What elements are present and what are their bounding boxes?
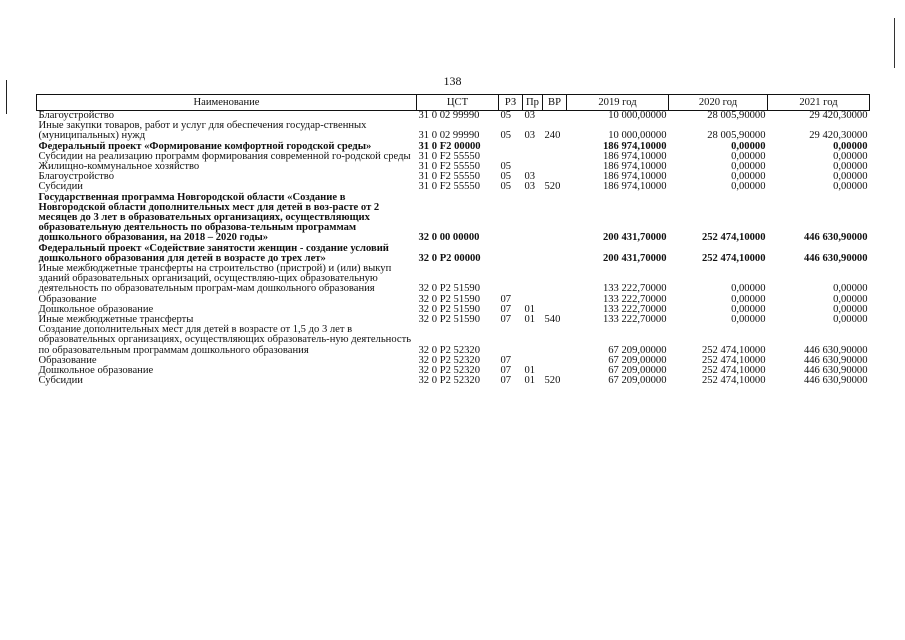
- cell-2020: 0,00000: [731, 150, 766, 162]
- cell-rz: 05: [500, 110, 512, 121]
- cell-rz: 07: [500, 303, 512, 315]
- cell-2019: 186 974,10000: [602, 171, 667, 183]
- cell-cst: 31 0 F2 55550: [418, 171, 481, 183]
- cell-name: Государственная программа Новгородской области «Создание в Новгородской области дополнительных мест для детей в воз-расте от 2 месяцев до 3 лет в образовательных организациях, осуществляющих образовательную деятельность по образова-тельным программам дошкольного образования, на 2018 – 2020 годы»: [38, 191, 380, 244]
- cell-name: Федеральный проект «Содействие занятости женщин - создание условий дошкольного образования для детей в возрасте до трех лет»: [38, 242, 389, 264]
- cell-name: Образование: [38, 293, 97, 305]
- cell-2021: 0,00000: [833, 181, 868, 193]
- cell-pr: [523, 244, 543, 264]
- cell-pr: 03: [524, 110, 536, 121]
- cell-2019: 200 431,70000: [602, 252, 667, 264]
- cell-vr: [543, 244, 567, 264]
- cell-2019: 200 431,70000: [602, 232, 667, 244]
- cell-rz: 07: [500, 314, 512, 326]
- cell-2021: 0,00000: [833, 314, 868, 326]
- header-2020: 2020 год: [669, 95, 768, 111]
- cell-2021: 446 630,90000: [803, 354, 868, 366]
- cell-2019: 67 209,00000: [608, 354, 667, 366]
- cell-rz: [499, 325, 523, 356]
- cell-name: Благоустройство: [38, 171, 114, 183]
- cell-2020: 252 474,10000: [701, 354, 766, 366]
- cell-name: Благоустройство: [38, 110, 114, 121]
- table-row: [37, 376, 870, 386]
- cell-cst: 32 0 P2 51590: [418, 314, 481, 326]
- cell-pr: [523, 264, 543, 295]
- cell-2019: 186 974,10000: [602, 150, 667, 162]
- cell-2021: 446 630,90000: [803, 375, 868, 387]
- cell-2019: 186 974,10000: [602, 161, 667, 173]
- cell-2021: 0,00000: [833, 150, 868, 162]
- cell-name: Иные закупки товаров, работ и услуг для обеспечения государ-ственных (муниципальных) нужд: [38, 120, 367, 142]
- cell-cst: 31 0 F2 55550: [418, 181, 481, 193]
- cell-vr: [543, 111, 567, 122]
- cell-pr: [523, 325, 543, 356]
- cell-2019: 67 209,00000: [608, 344, 667, 356]
- cell-rz: [499, 264, 523, 295]
- cell-2020: 0,00000: [731, 314, 766, 326]
- header-cst: ЦСТ: [417, 95, 499, 111]
- header-rz: РЗ: [499, 95, 523, 111]
- scan-edge-mark: [894, 18, 895, 68]
- cell-cst: 31 0 02 99990: [418, 110, 480, 121]
- cell-name: Жилищно-коммунальное хозяйство: [38, 161, 200, 173]
- table-row: [37, 244, 870, 264]
- cell-vr: [543, 142, 567, 152]
- cell-vr: 240: [544, 130, 561, 142]
- cell-2020: 252 474,10000: [701, 344, 766, 356]
- cell-name: Субсидии на реализацию программ формирования современной го-родской среды: [38, 150, 411, 162]
- cell-2020: 0,00000: [731, 181, 766, 193]
- cell-rz: [499, 244, 523, 264]
- cell-2019: 133 222,70000: [602, 303, 667, 315]
- cell-name: Образование: [38, 354, 97, 366]
- cell-pr: 01: [524, 365, 536, 377]
- cell-2019: 133 222,70000: [602, 283, 667, 295]
- cell-cst: 31 0 F2 00000: [418, 140, 481, 152]
- cell-2021: 29 420,30000: [809, 110, 868, 121]
- cell-2020: 0,00000: [731, 283, 766, 295]
- cell-pr: 03: [524, 171, 536, 183]
- cell-2021: 0,00000: [833, 303, 868, 315]
- cell-2021: 446 630,90000: [803, 252, 868, 264]
- cell-vr: [543, 325, 567, 356]
- header-pr: Пр: [523, 95, 543, 111]
- table-row: [37, 264, 870, 295]
- cell-2020: 252 474,10000: [701, 375, 766, 387]
- cell-2020: 0,00000: [731, 293, 766, 305]
- cell-2020: 28 005,90000: [707, 130, 766, 142]
- cell-rz: [499, 193, 523, 244]
- table-row: [37, 121, 870, 141]
- cell-2020: 0,00000: [731, 171, 766, 183]
- cell-cst: 32 0 00 00000: [418, 232, 480, 244]
- cell-2021: 446 630,90000: [803, 344, 868, 356]
- cell-vr: 520: [544, 181, 561, 193]
- cell-2020: 252 474,10000: [701, 252, 766, 264]
- cell-pr: 03: [524, 181, 536, 193]
- header-2019: 2019 год: [567, 95, 669, 111]
- cell-2020: 28 005,90000: [707, 110, 766, 121]
- cell-2021: 0,00000: [833, 171, 868, 183]
- cell-cst: 31 0 F2 55550: [418, 150, 481, 162]
- cell-vr: 520: [544, 375, 561, 387]
- cell-pr: [523, 193, 543, 244]
- cell-rz: 07: [500, 293, 512, 305]
- cell-vr: [543, 264, 567, 295]
- cell-vr: [543, 152, 567, 162]
- cell-2019: 186 974,10000: [602, 181, 667, 193]
- cell-pr: [523, 142, 543, 152]
- cell-2021: 0,00000: [833, 161, 868, 173]
- cell-2021: 446 630,90000: [803, 232, 868, 244]
- cell-cst: 32 0 P2 51590: [418, 303, 481, 315]
- cell-name: Иные межбюджетные трансферты: [38, 314, 194, 326]
- cell-cst: 32 0 P2 52320: [418, 354, 481, 366]
- cell-cst: 32 0 P2 52320: [418, 375, 481, 387]
- cell-pr: 01: [524, 314, 536, 326]
- cell-vr: [543, 356, 567, 366]
- cell-2020: 0,00000: [731, 161, 766, 173]
- cell-rz: 05: [500, 181, 512, 193]
- page-number: 138: [443, 74, 462, 88]
- cell-2021: 0,00000: [833, 293, 868, 305]
- cell-name: Федеральный проект «Формирование комфортной городской среды»: [38, 140, 372, 152]
- cell-2019: 133 222,70000: [602, 314, 667, 326]
- table-header-row: [37, 95, 870, 111]
- table-row: [37, 193, 870, 244]
- cell-2019: 133 222,70000: [602, 293, 667, 305]
- cell-vr: [543, 162, 567, 172]
- cell-2020: 252 474,10000: [701, 232, 766, 244]
- cell-pr: [523, 152, 543, 162]
- cell-2019: 10 000,00000: [608, 130, 667, 142]
- cell-2020: 0,00000: [731, 140, 766, 152]
- cell-name: Создание дополнительных мест для детей в возрасте от 1,5 до 3 лет в образовательных организациях, осуществляющих образователь-ную деятельность по образовательным программам дошкольного образования: [38, 324, 412, 356]
- cell-2021: 0,00000: [833, 140, 868, 152]
- cell-rz: 07: [500, 365, 512, 377]
- cell-cst: 32 0 P2 51590: [418, 293, 481, 305]
- table-row: [37, 325, 870, 356]
- cell-rz: 05: [500, 161, 512, 173]
- cell-rz: [499, 142, 523, 152]
- cell-name: Иные межбюджетные трансферты на строительство (пристрой) и (или) выкуп зданий образовательных организаций, осуществляю-щих образовательную деятельность по образовательным програм-мам дошкольного образования: [38, 263, 392, 295]
- cell-vr: [543, 295, 567, 305]
- cell-rz: 05: [500, 171, 512, 183]
- header-vr: ВР: [543, 95, 567, 111]
- cell-name: Дошкольное образование: [38, 365, 154, 377]
- cell-2019: 67 209,00000: [608, 375, 667, 387]
- cell-rz: 05: [500, 130, 512, 142]
- cell-cst: 32 0 P2 52320: [418, 344, 481, 356]
- cell-2019: 67 209,00000: [608, 365, 667, 377]
- cell-cst: 32 0 P2 00000: [418, 252, 481, 264]
- cell-2019: 10 000,00000: [608, 110, 667, 121]
- cell-rz: 07: [500, 354, 512, 366]
- table-body: [37, 111, 870, 387]
- header-2021: 2021 год: [768, 95, 870, 111]
- cell-pr: 01: [524, 375, 536, 387]
- cell-vr: [543, 193, 567, 244]
- cell-2020: 252 474,10000: [701, 365, 766, 377]
- cell-pr: 01: [524, 303, 536, 315]
- cell-2021: 29 420,30000: [809, 130, 868, 142]
- cell-cst: 31 0 02 99990: [418, 130, 480, 142]
- cell-rz: 07: [500, 375, 512, 387]
- header-name: Наименование: [37, 95, 417, 111]
- cell-2021: 0,00000: [833, 283, 868, 295]
- cell-cst: 32 0 P2 52320: [418, 365, 481, 377]
- cell-vr: 540: [544, 314, 561, 326]
- cell-2019: 186 974,10000: [602, 140, 667, 152]
- cell-name: Субсидии: [38, 375, 83, 387]
- cell-cst: 31 0 F2 55550: [418, 161, 481, 173]
- cell-name: Субсидии: [38, 181, 83, 193]
- cell-name: Дошкольное образование: [38, 303, 154, 315]
- budget-table: [36, 94, 870, 386]
- cell-cst: 32 0 P2 51590: [418, 283, 481, 295]
- cell-2020: 0,00000: [731, 303, 766, 315]
- cell-2021: 446 630,90000: [803, 365, 868, 377]
- cell-pr: 03: [524, 130, 536, 142]
